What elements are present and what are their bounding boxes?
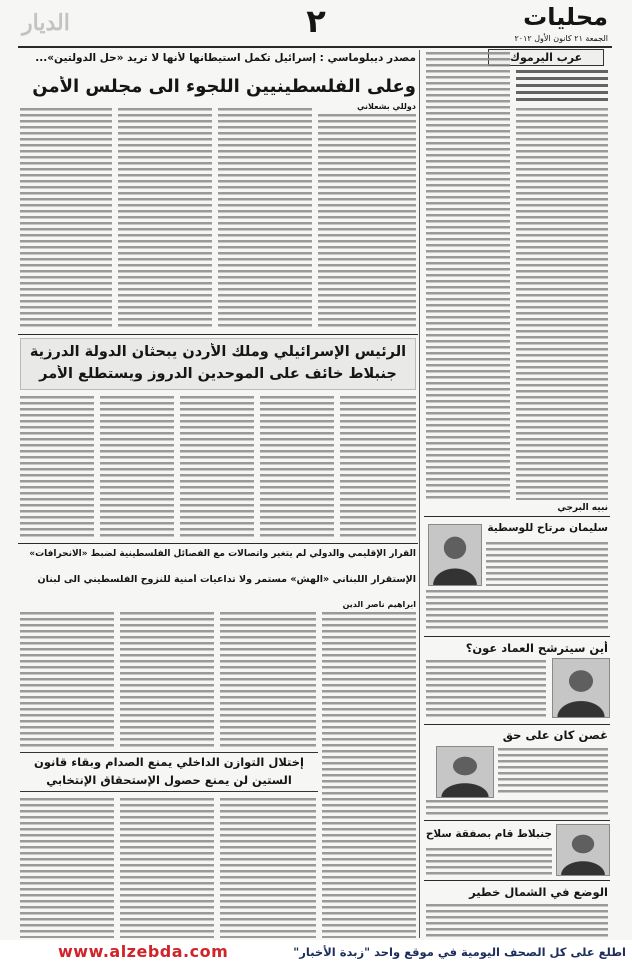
brief-title: سليمان مرتاح للوسطية — [487, 522, 608, 534]
brief-title: جنبلاط قام بصفقة سلاح — [426, 828, 552, 840]
article-body-column — [100, 396, 174, 538]
article-body-column — [118, 108, 212, 330]
stability-headline: القرار الإقليمي والدولي لم يتغير واتصالات مع الفصائل الفلسطينية لضبط «الانحرافات» — [29, 549, 416, 559]
article-body-column — [20, 396, 94, 538]
brief-title: غصن كان على حق — [502, 728, 608, 742]
main-headline-secondary: وعلى الفلسطينيين اللجوء الى مجلس الأمن — [32, 76, 416, 97]
banner-url: www.alzebda.com — [58, 942, 229, 961]
brief-photo — [552, 658, 610, 718]
druze-headline: الرئيس الإسرائيلي وملك الأردن يبحثان الدولة الدرزية — [29, 344, 407, 360]
brief-photo — [436, 746, 494, 798]
banner-text: اطلع على كل الصحف اليومية في موقع واحد "زبدة الأخبار" — [293, 945, 626, 959]
main-byline: دوللي بشعلاني — [356, 102, 416, 111]
article-body-column — [218, 108, 312, 330]
section-rule — [424, 636, 610, 637]
brief-body — [486, 542, 608, 586]
main-headline: مصدر ديبلوماسي : إسرائيل تكمل استيطانها لأنها لا تريد «حل الدولتين»... — [35, 52, 416, 64]
section-rule — [424, 820, 610, 821]
stability-headline-secondary: الإستقرار اللبناني «الهش» مستمر ولا تداعيات أمنية للنزوح الفلسطيني الى لبنان — [37, 574, 416, 585]
column-body — [426, 52, 510, 500]
brief-photo — [556, 824, 610, 876]
newspaper-logo: الديار — [22, 10, 70, 36]
column-title: عرب اليرموك — [488, 49, 604, 66]
brief-body — [426, 800, 608, 816]
section-rule — [424, 724, 610, 725]
article-body-column — [120, 612, 214, 748]
article-body-column — [180, 396, 254, 538]
article-body-column — [260, 396, 334, 538]
brief-photo — [428, 524, 482, 586]
brief-body — [426, 660, 546, 718]
article-body-column — [20, 612, 114, 748]
article-body-column — [340, 396, 416, 538]
column-lead — [516, 70, 608, 104]
stability-byline: ابراهيم ناصر الدين — [342, 600, 416, 609]
article-body-column — [20, 108, 112, 330]
column-body — [516, 108, 608, 500]
druze-subheadline: جنبلاط خائف على الموحدين الدروز ويستطلع الأمر — [39, 366, 397, 382]
brief-title: أين سيترشح العماد عون؟ — [465, 641, 608, 655]
brief-body — [498, 748, 608, 796]
section-rule — [18, 543, 418, 544]
section-rule — [424, 516, 610, 517]
page-number: ٢ — [306, 2, 326, 40]
brief-body — [426, 848, 552, 876]
brief-body — [426, 590, 608, 632]
article-body-column — [20, 798, 114, 938]
brief-body — [426, 904, 608, 937]
column-divider — [419, 50, 420, 938]
article-body-column — [318, 114, 416, 330]
header-rule — [18, 46, 612, 48]
article-body-column — [120, 798, 214, 938]
subhead-line: الستين لن يمنع حصول الإستحقاق الإنتخابي — [46, 773, 292, 787]
subhead-line: إختلال التوازن الداخلي يمنع الصدام وبقاء قانون — [34, 755, 304, 769]
brief-title: الوضع في الشمال خطير — [469, 885, 608, 899]
article-body-column — [322, 612, 416, 938]
column-byline: نبيه البرجي — [557, 503, 608, 513]
article-body-column — [220, 798, 316, 938]
section-rule — [18, 334, 418, 335]
article-body-column — [220, 612, 316, 748]
issue-date: الجمعة ٢١ كانون الأول ٢٠١٢ — [514, 34, 608, 43]
section-rule — [424, 880, 610, 881]
section-title: محليات — [523, 3, 608, 31]
